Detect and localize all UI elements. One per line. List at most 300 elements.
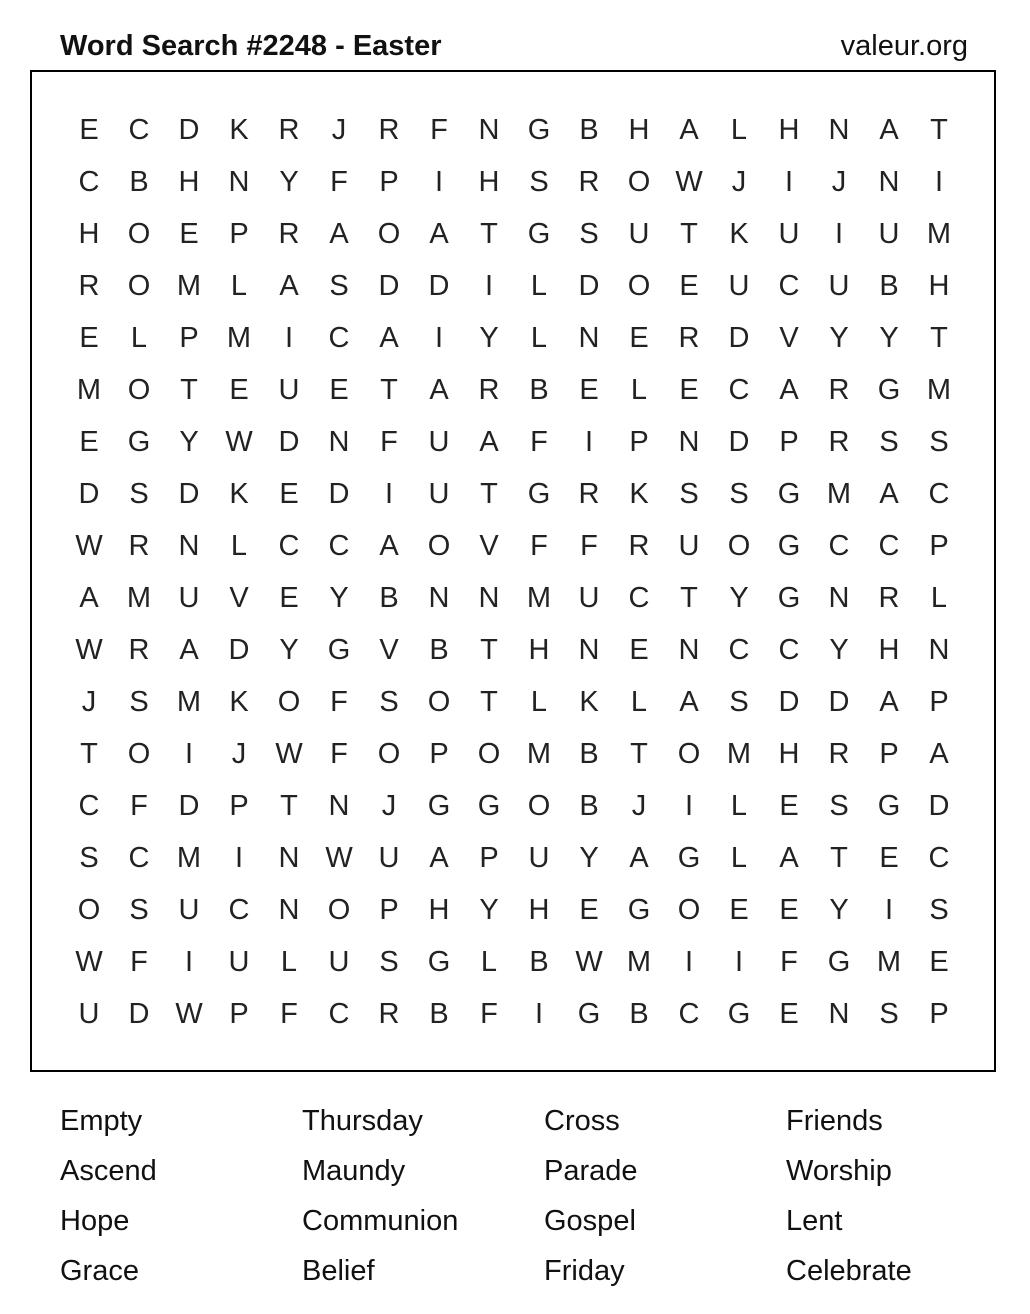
grid-letter: M <box>926 217 952 250</box>
grid-letter: P <box>229 997 249 1030</box>
grid-letter: T <box>930 321 948 354</box>
grid-letter: Y <box>279 165 299 198</box>
grid-letter: L <box>280 945 298 978</box>
grid-letter: F <box>530 529 548 562</box>
grid-letter: L <box>130 321 148 354</box>
grid-letter: P <box>429 737 449 770</box>
grid-letter: G <box>877 789 901 822</box>
grid-letter: M <box>176 269 202 302</box>
grid-letter: G <box>427 789 451 822</box>
grid-letter: A <box>429 841 449 874</box>
page-title: Word Search #2248 - Easter <box>60 30 442 62</box>
grid-letter: L <box>530 269 548 302</box>
grid-letter: O <box>627 269 651 302</box>
grid-letter: Y <box>179 425 199 458</box>
grid-letter: N <box>828 581 850 614</box>
grid-letter: M <box>526 581 552 614</box>
grid-letter: Y <box>329 581 349 614</box>
grid-letter: B <box>379 581 399 614</box>
word-list-item: Empty <box>60 1105 143 1137</box>
grid-letter: E <box>79 321 99 354</box>
grid-letter: I <box>534 997 544 1030</box>
grid-letter: J <box>631 789 647 822</box>
grid-letter: O <box>677 737 701 770</box>
grid-letter: N <box>478 581 500 614</box>
grid-letter: C <box>778 633 800 666</box>
grid-letter: P <box>929 997 949 1030</box>
grid-letter: Y <box>729 581 749 614</box>
grid-letter: O <box>727 529 751 562</box>
grid-letter: M <box>876 945 902 978</box>
grid-letter: D <box>78 477 100 510</box>
grid-letter: N <box>328 425 350 458</box>
grid-letter: O <box>677 893 701 926</box>
grid-letter: Y <box>829 321 849 354</box>
grid-letter: H <box>78 217 100 250</box>
grid-letter: W <box>75 945 103 978</box>
grid-letter: A <box>879 477 899 510</box>
grid-letter: W <box>275 737 303 770</box>
grid-letter: R <box>278 113 300 146</box>
grid-letter: G <box>627 893 651 926</box>
grid-letter: G <box>577 997 601 1030</box>
grid-letter: T <box>480 217 498 250</box>
grid-letter: G <box>527 217 551 250</box>
grid-letter: R <box>678 321 700 354</box>
grid-letter: S <box>929 425 949 458</box>
grid-letter: G <box>527 477 551 510</box>
word-list-item: Grace <box>60 1255 139 1287</box>
grid-letter: O <box>327 893 351 926</box>
grid-letter: L <box>230 529 248 562</box>
grid-letter: N <box>278 841 300 874</box>
grid-letter: C <box>128 841 150 874</box>
word-list-item: Celebrate <box>786 1255 912 1287</box>
grid-letter: C <box>128 113 150 146</box>
word-list-item: Maundy <box>302 1155 406 1187</box>
grid-letter: F <box>330 165 348 198</box>
grid-letter: W <box>175 997 203 1030</box>
grid-letter: A <box>329 217 349 250</box>
grid-letter: G <box>827 945 851 978</box>
grid-letter: L <box>530 685 548 718</box>
grid-letter: I <box>384 477 394 510</box>
grid-letter: U <box>428 477 450 510</box>
grid-letter: D <box>778 685 800 718</box>
grid-letter: I <box>934 165 944 198</box>
grid-letter: R <box>128 529 150 562</box>
grid-letter: U <box>278 373 300 406</box>
grid-letter: M <box>726 737 752 770</box>
grid-letter: N <box>278 893 300 926</box>
grid-letter: N <box>878 165 900 198</box>
grid-letter: N <box>678 633 700 666</box>
grid-letter: H <box>178 165 200 198</box>
grid-letter: N <box>928 633 950 666</box>
word-list-item: Thursday <box>302 1105 423 1137</box>
grid-letter: B <box>529 373 549 406</box>
word-list-item: Gospel <box>544 1205 636 1237</box>
grid-letter: S <box>129 685 149 718</box>
grid-letter: N <box>328 789 350 822</box>
grid-letter: T <box>480 633 498 666</box>
grid-letter: C <box>678 997 700 1030</box>
grid-letter: V <box>479 529 499 562</box>
grid-letter: Y <box>829 633 849 666</box>
grid-letter: G <box>327 633 351 666</box>
grid-letter: D <box>228 633 250 666</box>
grid-letter: F <box>580 529 598 562</box>
letter-grid <box>64 104 964 1040</box>
grid-letter: A <box>379 321 399 354</box>
grid-letter: J <box>81 685 97 718</box>
grid-letter: G <box>877 373 901 406</box>
grid-letter: C <box>928 477 950 510</box>
grid-letter: S <box>529 165 549 198</box>
grid-letter: D <box>128 997 150 1030</box>
grid-letter: E <box>579 373 599 406</box>
grid-letter: O <box>377 217 401 250</box>
word-list-item: Communion <box>302 1205 459 1237</box>
grid-letter: A <box>629 841 649 874</box>
grid-letter: C <box>778 269 800 302</box>
grid-letter: U <box>378 841 400 874</box>
grid-letter: G <box>127 425 151 458</box>
grid-letter: D <box>728 425 750 458</box>
grid-letter: D <box>578 269 600 302</box>
site-name: valeur.org <box>840 30 968 62</box>
grid-letter: S <box>879 997 899 1030</box>
grid-letter: C <box>278 529 300 562</box>
grid-letter: F <box>780 945 798 978</box>
grid-letter: L <box>530 321 548 354</box>
grid-letter: A <box>879 113 899 146</box>
grid-letter: P <box>479 841 499 874</box>
grid-letter: K <box>729 217 749 250</box>
grid-letter: T <box>180 373 198 406</box>
grid-letter: U <box>728 269 750 302</box>
grid-letter: R <box>828 737 850 770</box>
grid-letter: U <box>528 841 550 874</box>
grid-letter: I <box>784 165 794 198</box>
grid-letter: E <box>279 581 299 614</box>
grid-letter: T <box>680 581 698 614</box>
grid-letter: F <box>530 425 548 458</box>
grid-letter: R <box>378 997 400 1030</box>
grid-letter: C <box>78 165 100 198</box>
grid-letter: Y <box>279 633 299 666</box>
grid-letter: N <box>228 165 250 198</box>
grid-letter: U <box>828 269 850 302</box>
grid-letter: O <box>427 685 451 718</box>
grid-letter: C <box>78 789 100 822</box>
grid-letter: A <box>79 581 99 614</box>
grid-letter: M <box>126 581 152 614</box>
grid-letter: L <box>730 789 748 822</box>
grid-letter: L <box>630 373 648 406</box>
grid-letter: U <box>228 945 250 978</box>
grid-letter: U <box>578 581 600 614</box>
word-list-item: Friday <box>544 1255 625 1287</box>
grid-letter: A <box>679 113 699 146</box>
grid-letter: O <box>127 373 151 406</box>
grid-letter: A <box>779 841 799 874</box>
grid-letter: G <box>527 113 551 146</box>
grid-letter: L <box>730 113 748 146</box>
grid-letter: Y <box>479 321 499 354</box>
grid-letter: J <box>231 737 247 770</box>
grid-letter: A <box>279 269 299 302</box>
grid-letter: I <box>184 945 194 978</box>
grid-letter: K <box>579 685 599 718</box>
grid-letter: K <box>229 685 249 718</box>
grid-letter: U <box>628 217 650 250</box>
grid-letter: E <box>679 269 699 302</box>
grid-letter: L <box>230 269 248 302</box>
grid-letter: H <box>528 633 550 666</box>
grid-letter: U <box>178 893 200 926</box>
grid-letter: Y <box>579 841 599 874</box>
grid-letter: R <box>278 217 300 250</box>
word-list-item: Ascend <box>60 1155 157 1187</box>
grid-letter: M <box>526 737 552 770</box>
grid-letter: C <box>328 529 350 562</box>
grid-letter: E <box>629 321 649 354</box>
grid-letter: O <box>127 217 151 250</box>
grid-letter: P <box>879 737 899 770</box>
grid-letter: C <box>328 321 350 354</box>
grid-letter: S <box>879 425 899 458</box>
grid-letter: D <box>828 685 850 718</box>
grid-letter: J <box>331 113 347 146</box>
grid-letter: Y <box>879 321 899 354</box>
grid-letter: E <box>779 893 799 926</box>
grid-letter: N <box>478 113 500 146</box>
grid-letter: F <box>430 113 448 146</box>
grid-letter: O <box>477 737 501 770</box>
grid-letter: T <box>380 373 398 406</box>
grid-letter: G <box>727 997 751 1030</box>
grid-letter: K <box>229 113 249 146</box>
grid-letter: W <box>75 633 103 666</box>
grid-letter: M <box>176 841 202 874</box>
grid-letter: E <box>879 841 899 874</box>
grid-letter: O <box>377 737 401 770</box>
grid-letter: L <box>630 685 648 718</box>
grid-letter: P <box>379 165 399 198</box>
grid-letter: V <box>229 581 249 614</box>
grid-letter: R <box>828 425 850 458</box>
grid-letter: O <box>127 737 151 770</box>
grid-letter: F <box>130 789 148 822</box>
grid-letter: R <box>828 373 850 406</box>
grid-letter: E <box>229 373 249 406</box>
grid-letter: T <box>80 737 98 770</box>
grid-letter: G <box>677 841 701 874</box>
grid-letter: D <box>328 477 350 510</box>
grid-letter: C <box>728 373 750 406</box>
word-list <box>60 1096 1000 1296</box>
grid-letter: M <box>826 477 852 510</box>
grid-letter: S <box>129 893 149 926</box>
grid-letter: E <box>179 217 199 250</box>
grid-letter: E <box>279 477 299 510</box>
grid-letter: C <box>228 893 250 926</box>
grid-letter: A <box>779 373 799 406</box>
grid-letter: A <box>429 217 449 250</box>
grid-letter: D <box>178 477 200 510</box>
grid-letter: S <box>129 477 149 510</box>
grid-letter: E <box>779 789 799 822</box>
grid-letter: N <box>828 997 850 1030</box>
grid-letter: H <box>878 633 900 666</box>
grid-letter: D <box>178 113 200 146</box>
grid-letter: M <box>76 373 102 406</box>
grid-letter: E <box>579 893 599 926</box>
grid-letter: T <box>480 685 498 718</box>
grid-letter: E <box>929 945 949 978</box>
grid-letter: O <box>627 165 651 198</box>
grid-letter: F <box>280 997 298 1030</box>
grid-letter: T <box>680 217 698 250</box>
grid-letter: U <box>428 425 450 458</box>
grid-letter: E <box>329 373 349 406</box>
word-list-item: Lent <box>786 1205 843 1237</box>
grid-letter: A <box>929 737 949 770</box>
grid-letter: S <box>579 217 599 250</box>
grid-letter: O <box>427 529 451 562</box>
grid-letter: D <box>378 269 400 302</box>
grid-letter: C <box>328 997 350 1030</box>
grid-letter: K <box>229 477 249 510</box>
grid-letter: S <box>379 945 399 978</box>
grid-letter: C <box>928 841 950 874</box>
grid-letter: W <box>225 425 253 458</box>
grid-letter: E <box>779 997 799 1030</box>
grid-letter: D <box>278 425 300 458</box>
grid-letter: S <box>729 477 749 510</box>
grid-letter: B <box>579 737 599 770</box>
grid-letter: U <box>878 217 900 250</box>
grid-letter: O <box>277 685 301 718</box>
grid-letter: M <box>226 321 252 354</box>
grid-letter: A <box>879 685 899 718</box>
grid-letter: I <box>834 217 844 250</box>
grid-letter: H <box>778 113 800 146</box>
grid-letter: G <box>427 945 451 978</box>
grid-letter: B <box>429 997 449 1030</box>
grid-letter: T <box>630 737 648 770</box>
grid-letter: O <box>77 893 101 926</box>
grid-letter: J <box>381 789 397 822</box>
grid-letter: T <box>280 789 298 822</box>
word-list-item: Friends <box>786 1105 883 1137</box>
grid-letter: S <box>379 685 399 718</box>
grid-letter: H <box>528 893 550 926</box>
grid-letter: S <box>729 685 749 718</box>
grid-letter: C <box>828 529 850 562</box>
grid-letter: N <box>578 321 600 354</box>
grid-letter: T <box>480 477 498 510</box>
grid-letter: P <box>779 425 799 458</box>
grid-letter: C <box>728 633 750 666</box>
grid-letter: E <box>629 633 649 666</box>
grid-letter: R <box>478 373 500 406</box>
grid-letter: H <box>478 165 500 198</box>
grid-letter: U <box>328 945 350 978</box>
grid-letter: F <box>330 685 348 718</box>
grid-letter: H <box>428 893 450 926</box>
grid-letter: F <box>480 997 498 1030</box>
grid-letter: Y <box>829 893 849 926</box>
grid-letter: J <box>731 165 747 198</box>
grid-letter: J <box>831 165 847 198</box>
word-list-item: Parade <box>544 1155 638 1187</box>
grid-letter: A <box>479 425 499 458</box>
grid-letter: A <box>429 373 449 406</box>
grid-letter: E <box>729 893 749 926</box>
grid-letter: I <box>684 945 694 978</box>
grid-letter: P <box>929 529 949 562</box>
grid-letter: C <box>878 529 900 562</box>
grid-letter: I <box>734 945 744 978</box>
grid-letter: S <box>79 841 99 874</box>
grid-letter: H <box>778 737 800 770</box>
grid-letter: W <box>575 945 603 978</box>
grid-letter: S <box>829 789 849 822</box>
word-list-item: Worship <box>786 1155 892 1187</box>
grid-letter: A <box>379 529 399 562</box>
word-list-item: Cross <box>544 1105 620 1137</box>
grid-letter: D <box>728 321 750 354</box>
grid-letter: R <box>128 633 150 666</box>
grid-letter: D <box>928 789 950 822</box>
grid-letter: Y <box>479 893 499 926</box>
grid-letter: I <box>584 425 594 458</box>
grid-letter: B <box>629 997 649 1030</box>
grid-letter: I <box>684 789 694 822</box>
grid-letter: W <box>75 529 103 562</box>
grid-letter: P <box>229 217 249 250</box>
grid-letter: P <box>229 789 249 822</box>
grid-letter: M <box>626 945 652 978</box>
grid-letter: F <box>130 945 148 978</box>
grid-letter: S <box>329 269 349 302</box>
grid-letter: B <box>129 165 149 198</box>
grid-letter: U <box>78 997 100 1030</box>
grid-letter: P <box>629 425 649 458</box>
grid-letter: E <box>679 373 699 406</box>
grid-letter: W <box>325 841 353 874</box>
grid-letter: T <box>830 841 848 874</box>
grid-letter: C <box>628 581 650 614</box>
grid-letter: H <box>928 269 950 302</box>
grid-letter: W <box>675 165 703 198</box>
grid-letter: P <box>379 893 399 926</box>
grid-letter: M <box>176 685 202 718</box>
grid-letter: M <box>926 373 952 406</box>
grid-letter: P <box>179 321 199 354</box>
grid-letter: V <box>379 633 399 666</box>
grid-letter: R <box>378 113 400 146</box>
grid-letter: D <box>178 789 200 822</box>
grid-letter: D <box>428 269 450 302</box>
grid-letter: U <box>678 529 700 562</box>
grid-letter: K <box>629 477 649 510</box>
grid-letter: L <box>480 945 498 978</box>
grid-letter: L <box>930 581 948 614</box>
grid-letter: R <box>578 477 600 510</box>
